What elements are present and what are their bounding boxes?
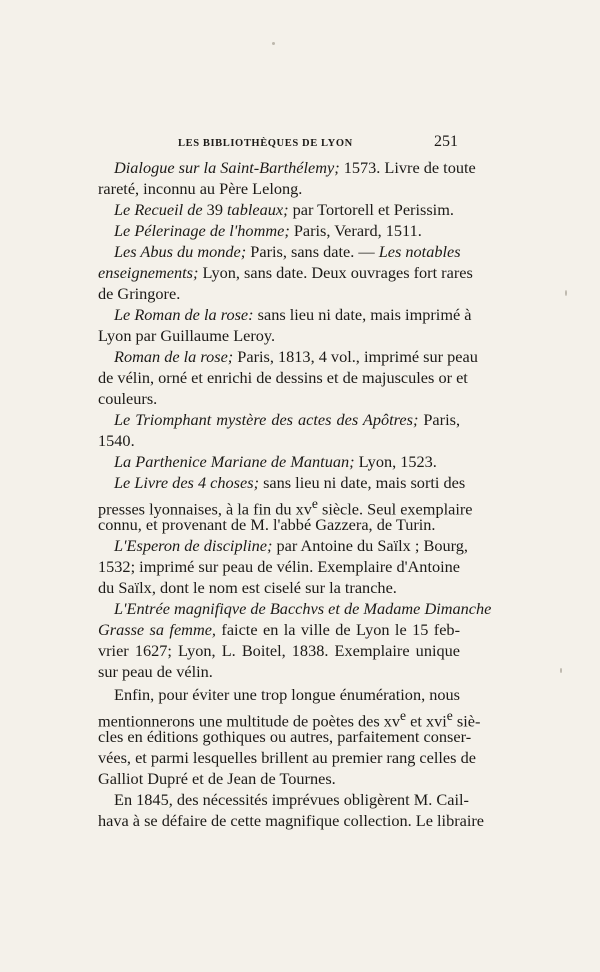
entry-line: Lyon par Guillaume Leroy. (98, 326, 276, 345)
paragraph-line: vées, et parmi lesquelles brillent au premier rang celles de (98, 748, 476, 767)
paragraph-line: hava à se défaire de cette magnifique collection. Le libraire (98, 811, 485, 830)
entry-line: connu, et provenant de M. l'abbé Gazzera, de Turin. (98, 515, 436, 534)
paragraph-line: Galliot Dupré et de Jean de Tournes. (98, 769, 336, 788)
entry-line: L'Entrée magnifiqve de Bacchvs et de Madame Dimanche (114, 599, 492, 618)
entry-line: L'Esperon de discipline; par Antoine du Saïlx ; Bourg, (114, 536, 468, 555)
entry-line: Roman de la rose; Paris, 1813, 4 vol., imprimé sur peau (114, 347, 478, 366)
entry-line: du Saïlx, dont le nom est ciselé sur la tranche. (98, 578, 397, 597)
entry-line: 1532; imprimé sur peau de vélin. Exemplaire d'Antoine (98, 557, 460, 576)
entry-line: Le Pélerinage de l'homme; Paris, Verard, 1511. (114, 221, 422, 240)
entry-line: Dialogue sur la Saint-Barthélemy; 1573. Livre de toute (114, 158, 476, 177)
running-head (100, 133, 458, 155)
paper-speck (565, 290, 567, 296)
entry-line: vrier 1627; Lyon, L. Boitel, 1838. Exemplaire unique (98, 641, 460, 660)
paragraph-line: En 1845, des nécessités imprévues obligèrent M. Cail- (114, 790, 469, 809)
entry-line: presses lyonnaises, à la fin du $xv^e$ siècle. Seul exemplaire (98, 496, 473, 519)
entry-line: de vélin, orné et enrichi de dessins et de majuscules or et (98, 368, 468, 387)
entry-line: enseignements; Lyon, sans date. Deux ouvrages fort rares (98, 263, 473, 282)
entry-line: Le Roman de la rose: sans lieu ni date, mais imprimé à (114, 305, 472, 324)
paragraph-line: Enfin, pour éviter une trop longue énumération, nous (114, 685, 460, 704)
entry-line: Le Livre des 4 choses; sans lieu ni date, mais sorti des (114, 473, 466, 492)
paragraph-line: cles en éditions gothiques ou autres, parfaitement conser- (98, 727, 472, 746)
paper-speck (272, 42, 275, 45)
entry-line: La Parthenice Mariane de Mantuan; Lyon, 1523. (114, 452, 437, 471)
entry-line: de Gringore. (98, 284, 181, 303)
paper-speck (560, 668, 562, 673)
body-text (98, 157, 492, 831)
page-number: 251 (434, 133, 458, 150)
entry-line: Grasse sa femme, faicte en la ville de Lyon le 15 feb- (98, 620, 460, 639)
entry-line: Le Recueil de 39 tableaux; par Tortorell et Perissim. (114, 200, 454, 219)
paragraph-line: mentionnerons une multitude de poètes des $xv^e$ et xvi$^e$ siè- (98, 708, 481, 731)
entry-line: rareté, inconnu au Père Lelong. (98, 179, 303, 198)
entry-line: 1540. (98, 431, 135, 450)
entry-line: Le Triomphant mystère des actes des Apôtres; Paris, (114, 410, 461, 429)
running-head-title: LES BIBLIOTHÈQUES DE LYON (178, 138, 353, 149)
entry-line: sur peau de vélin. (98, 662, 213, 681)
entry-line: Les Abus du monde; Paris, sans date. — Les notables (114, 242, 461, 261)
entry-line: couleurs. (98, 389, 158, 408)
